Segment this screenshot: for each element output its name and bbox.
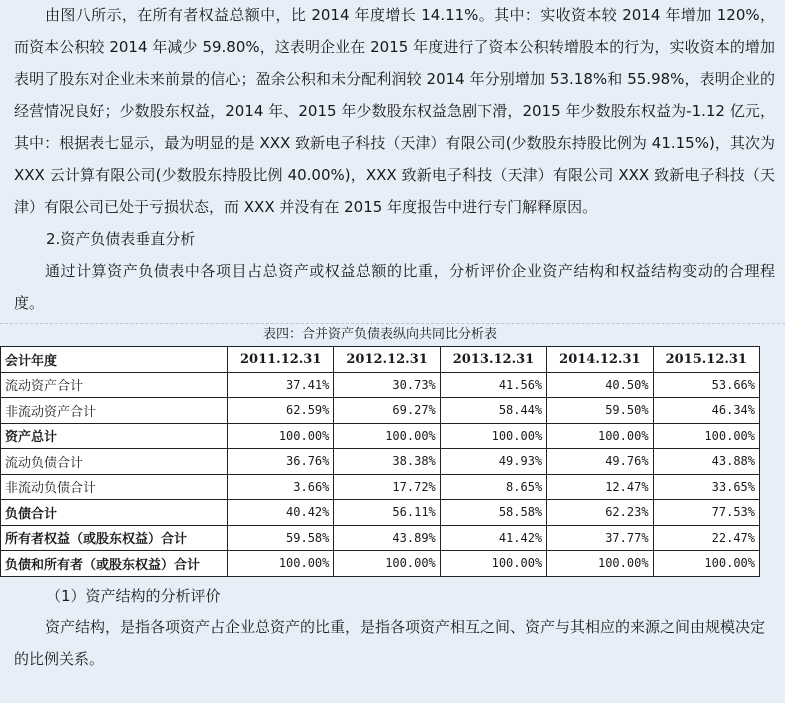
balance-sheet-table bbox=[0, 346, 760, 577]
row-label: 负债和所有者（或股东权益）合计 bbox=[1, 551, 228, 577]
table-row bbox=[1, 372, 760, 398]
table-cell: 100.00% bbox=[334, 423, 440, 449]
table-cell: 43.89% bbox=[334, 525, 440, 551]
table-cell: 40.50% bbox=[547, 372, 653, 398]
table-cell: 36.76% bbox=[228, 449, 334, 475]
table-cell: 40.42% bbox=[228, 500, 334, 526]
row-label: 资产总计 bbox=[1, 423, 228, 449]
section-heading: 2.资产负债表垂直分析 bbox=[46, 230, 196, 248]
sub-heading: （1）资产结构的分析评价 bbox=[46, 586, 221, 605]
table-row bbox=[1, 474, 760, 500]
table-cell: 58.58% bbox=[440, 500, 546, 526]
table-cell: 69.27% bbox=[334, 398, 440, 424]
header-col-2012: 2012.12.31 bbox=[334, 347, 440, 373]
table-cell: 53.66% bbox=[653, 372, 759, 398]
table-cell: 100.00% bbox=[440, 551, 546, 577]
table-cell: 41.42% bbox=[440, 525, 546, 551]
table-header-row bbox=[1, 347, 760, 373]
table-row bbox=[1, 423, 760, 449]
table-cell: 49.76% bbox=[547, 449, 653, 475]
table-cell: 100.00% bbox=[440, 423, 546, 449]
paragraph-equity-analysis: 由图八所示，在所有者权益总额中，比 2014 年度增长 14.11%。其中：实收资本较 2014 年增加 120%，而资本公积较 2014 年减少 59.80%，这表明企业在 2015 年度进行了资本公积转增股本的行为，实收资本的增加表明了股东对企业未来前景的信心；盈余公积和未分配利润较 2014 年分别增加 53.18%和 55.98%，表明企业的经营情况良好；少数股东权益，2014 年、2015 年少数股东权益急剧下滑，2015 年少数股东权益为-1.12 亿元，其中：根据表七显示，最为明显的是 XXX 致新电子科技（天津）有限公司(少数股东持股比例为 41.15%)，其次为 XXX 云计算有限公司(少数股东持股比例 40.00%)，XXX 致新电子科技（天津）有限公司 XXX 致新电子科技（天津）有限公司已处于亏损状态，而 XXX 并没有在 2015 年度报告中进行专门解释原因。 bbox=[14, 6, 775, 216]
table-caption: 表四：合并资产负债表纵向共同比分析表 bbox=[262, 327, 497, 342]
table-cell: 100.00% bbox=[547, 551, 653, 577]
table-cell: 59.50% bbox=[547, 398, 653, 424]
header-label: 会计年度 bbox=[1, 347, 228, 373]
table-cell: 33.65% bbox=[653, 474, 759, 500]
table-cell: 43.88% bbox=[653, 449, 759, 475]
table-row bbox=[1, 398, 760, 424]
row-label: 负债合计 bbox=[1, 500, 228, 526]
table-cell: 37.41% bbox=[228, 372, 334, 398]
row-label: 流动负债合计 bbox=[1, 449, 228, 475]
table-cell: 37.77% bbox=[547, 525, 653, 551]
paragraph-asset-structure: 资产结构，是指各项资产占企业总资产的比重，是指各项资产相互之间、资产与其相应的来源之间由规模决定的比例关系。 bbox=[14, 617, 766, 668]
table-cell: 100.00% bbox=[547, 423, 653, 449]
table-cell: 8.65% bbox=[440, 474, 546, 500]
table-cell: 41.56% bbox=[440, 372, 546, 398]
table-row bbox=[1, 500, 760, 526]
table-cell: 49.93% bbox=[440, 449, 546, 475]
table-cell: 22.47% bbox=[653, 525, 759, 551]
header-col-2015: 2015.12.31 bbox=[653, 347, 759, 373]
paragraph-vertical-analysis: 通过计算资产负债表中各项目占总资产或权益总额的比重，分析评价企业资产结构和权益结构变动的合理程度。 bbox=[14, 262, 775, 312]
table-container bbox=[0, 323, 785, 577]
table-cell: 100.00% bbox=[228, 423, 334, 449]
table-cell: 3.66% bbox=[228, 474, 334, 500]
header-col-2013: 2013.12.31 bbox=[440, 347, 546, 373]
header-col-2011: 2011.12.31 bbox=[228, 347, 334, 373]
table-cell: 58.44% bbox=[440, 398, 546, 424]
row-label: 非流动负债合计 bbox=[1, 474, 228, 500]
table-cell: 12.47% bbox=[547, 474, 653, 500]
row-label: 非流动资产合计 bbox=[1, 398, 228, 424]
table-cell: 100.00% bbox=[653, 551, 759, 577]
row-label: 流动资产合计 bbox=[1, 372, 228, 398]
table-cell: 38.38% bbox=[334, 449, 440, 475]
table-cell: 46.34% bbox=[653, 398, 759, 424]
table-cell: 100.00% bbox=[228, 551, 334, 577]
table-cell: 62.59% bbox=[228, 398, 334, 424]
table-row bbox=[1, 525, 760, 551]
row-label: 所有者权益（或股东权益）合计 bbox=[1, 525, 228, 551]
table-cell: 62.23% bbox=[547, 500, 653, 526]
table-cell: 17.72% bbox=[334, 474, 440, 500]
table-cell: 59.58% bbox=[228, 525, 334, 551]
table-row bbox=[1, 551, 760, 577]
header-col-2014: 2014.12.31 bbox=[547, 347, 653, 373]
table-cell: 100.00% bbox=[653, 423, 759, 449]
table-cell: 77.53% bbox=[653, 500, 759, 526]
table-cell: 30.73% bbox=[334, 372, 440, 398]
table-cell: 56.11% bbox=[334, 500, 440, 526]
table-row bbox=[1, 449, 760, 475]
table-cell: 100.00% bbox=[334, 551, 440, 577]
